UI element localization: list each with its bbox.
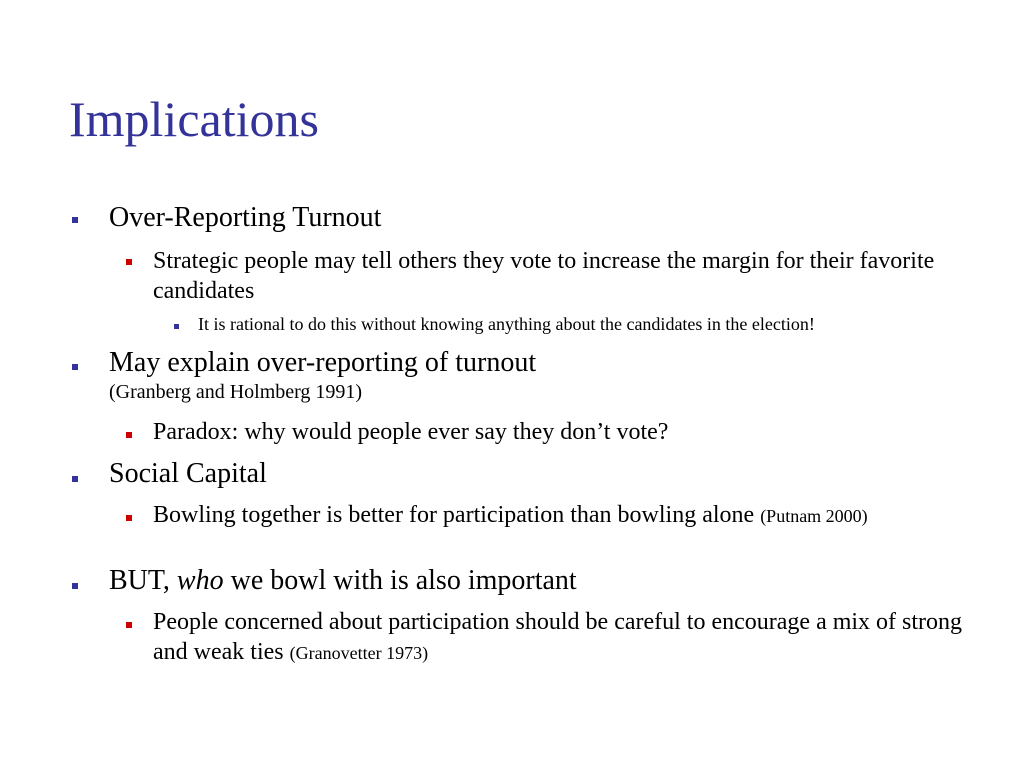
citation-granovetter: (Granovetter 1973) xyxy=(289,643,429,663)
bullet-item-social-capital: Social Capital xyxy=(109,458,267,489)
but-prefix: BUT, xyxy=(109,565,170,596)
sub-item-people-concerned-text: People concerned about participation should be careful to encourage a mix of strong and weak ties xyxy=(153,609,963,665)
sub-sub-item-rational: It is rational to do this without knowing anything about the candidates in the election! xyxy=(198,314,815,334)
bullet-item-may-explain xyxy=(109,347,536,405)
bullet-level2-icon xyxy=(126,432,132,438)
bullet-level1-icon xyxy=(72,476,78,482)
bullet-item-may-explain-text: May explain over-reporting of turnout xyxy=(109,347,537,378)
bullet-level1-icon xyxy=(72,583,78,589)
sub-item-paradox: Paradox: why would people ever say they don’t vote? xyxy=(153,419,669,445)
who-emphasis: who xyxy=(176,565,224,596)
sub-item-bowling-text: Bowling together is better for participation than bowling alone xyxy=(153,502,755,528)
sub-item-strategic-people: Strategic people may tell others they vote to increase the margin for their favorite candidates xyxy=(153,248,935,304)
sub-item-bowling xyxy=(153,500,973,531)
bullet-level2-icon xyxy=(126,259,132,265)
but-suffix: we bowl with is also important xyxy=(230,565,577,596)
slide-title: Implications xyxy=(69,91,319,147)
citation-putnam: (Putnam 2000) xyxy=(760,506,868,526)
citation-granberg: (Granberg and Holmberg 1991) xyxy=(109,381,363,403)
bullet-item-but-who xyxy=(109,565,577,597)
sub-item-people-concerned xyxy=(153,607,973,668)
bullet-level1-icon xyxy=(72,364,78,370)
bullet-level2-icon xyxy=(126,622,132,628)
bullet-item-over-reporting: Over-Reporting Turnout xyxy=(109,202,382,233)
bullet-level1-icon xyxy=(72,217,78,223)
bullet-level3-icon xyxy=(174,324,179,329)
bullet-level2-icon xyxy=(126,515,132,521)
